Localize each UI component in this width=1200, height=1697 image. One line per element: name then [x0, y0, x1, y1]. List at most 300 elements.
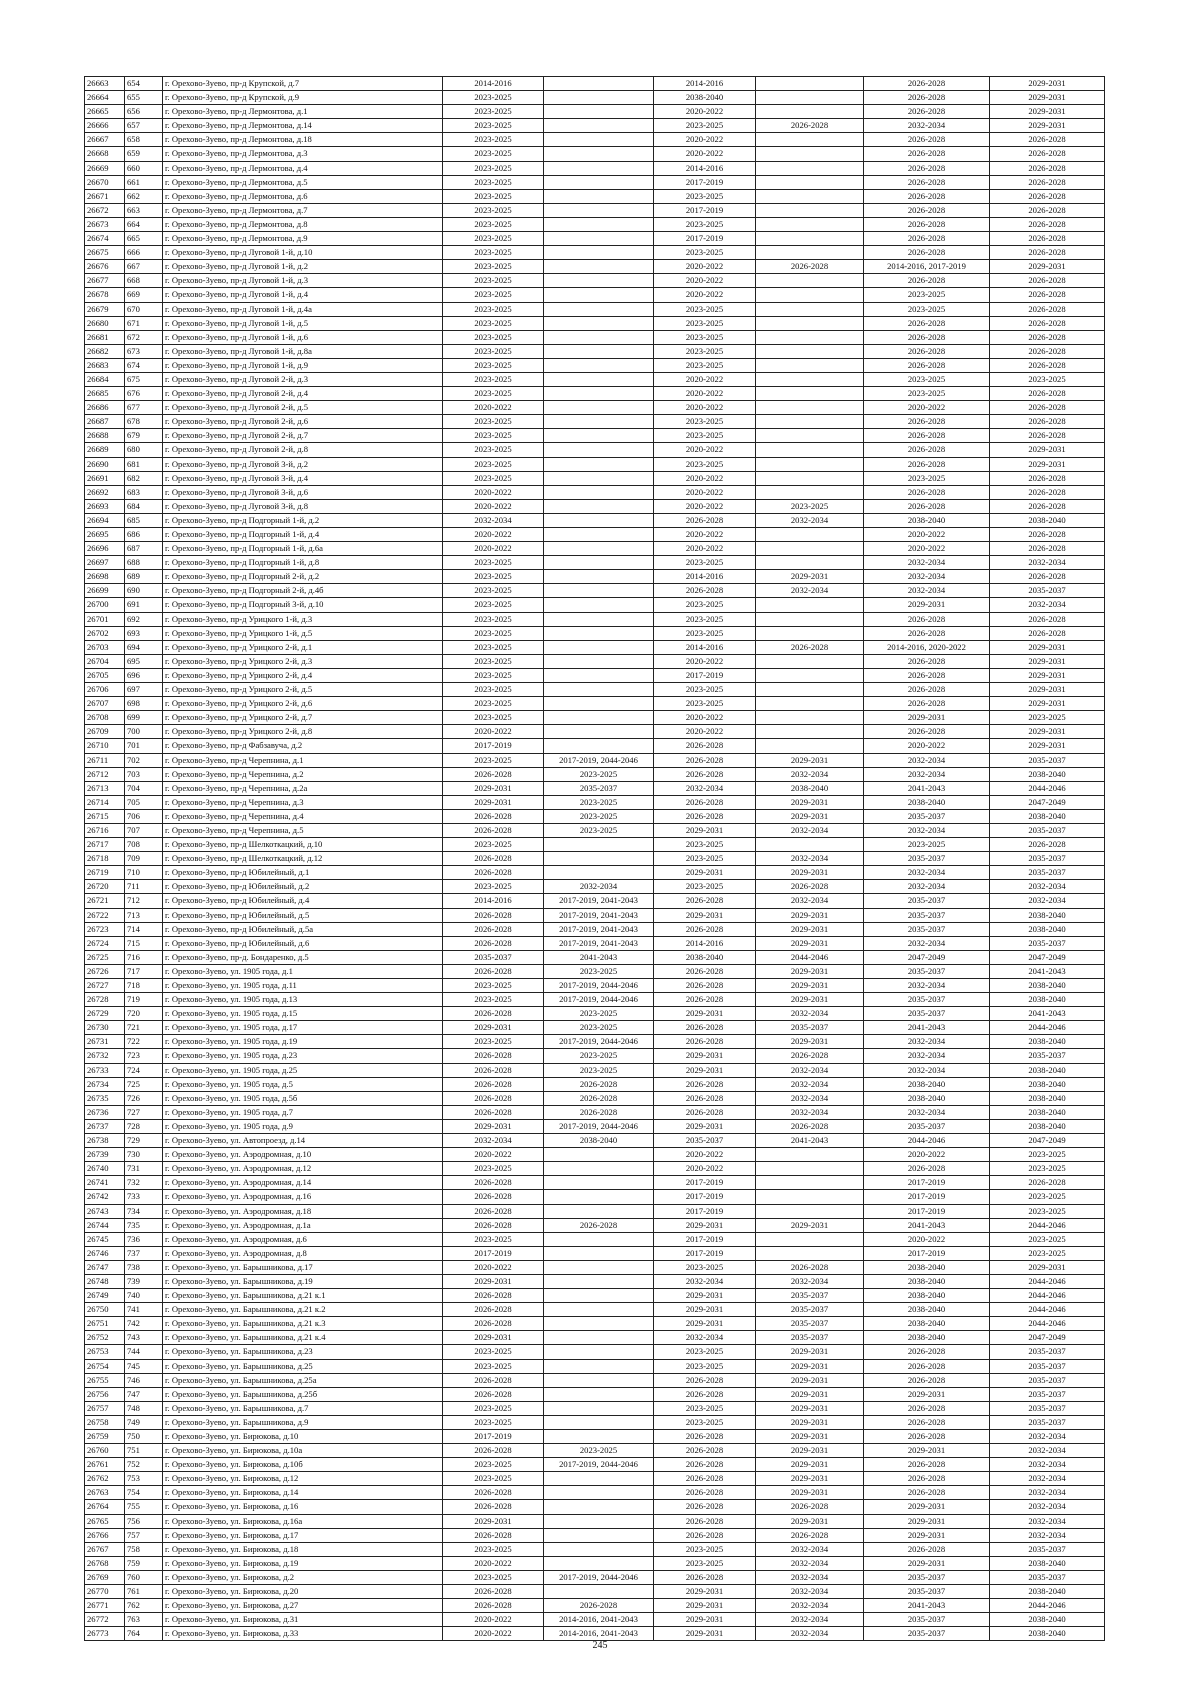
- period-6-cell: 2026-2028: [990, 330, 1105, 344]
- period-1-cell: 2032-2034: [443, 1134, 544, 1148]
- period-5-cell: 2035-2037: [864, 809, 990, 823]
- address-cell: г. Орехово-Зуево, пр-д Подгорный 1-й, д.8: [163, 556, 443, 570]
- period-5-cell: 2026-2028: [864, 358, 990, 372]
- period-2-cell: 2023-2025: [544, 1049, 654, 1063]
- row-number-cell: 743: [125, 1331, 163, 1345]
- period-5-cell: 2029-2031: [864, 1514, 990, 1528]
- period-5-cell: 2026-2028: [864, 683, 990, 697]
- table-row: [85, 1063, 1105, 1077]
- row-id-cell: 26698: [85, 570, 125, 584]
- row-id-cell: 26752: [85, 1331, 125, 1345]
- period-2-cell: [544, 654, 654, 668]
- period-4-cell: 2026-2028: [756, 119, 864, 133]
- row-id-cell: 26666: [85, 119, 125, 133]
- row-number-cell: 722: [125, 1035, 163, 1049]
- table-row: [85, 1119, 1105, 1133]
- table-row: [85, 1486, 1105, 1500]
- address-cell: г. Орехово-Зуево, ул. Аэродромная, д.10: [163, 1148, 443, 1162]
- address-cell: г. Орехово-Зуево, пр-д Лермонтова, д.8: [163, 217, 443, 231]
- table-row: [85, 1570, 1105, 1584]
- period-2-cell: [544, 77, 654, 91]
- row-id-cell: 26769: [85, 1570, 125, 1584]
- address-cell: г. Орехово-Зуево, ул. Барышникова, д.19: [163, 1274, 443, 1288]
- row-id-cell: 26697: [85, 556, 125, 570]
- period-6-cell: 2029-2031: [990, 725, 1105, 739]
- table-row: [85, 161, 1105, 175]
- period-3-cell: 2029-2031: [654, 1599, 756, 1613]
- address-cell: г. Орехово-Зуево, ул. Барышникова, д.21 к.3: [163, 1317, 443, 1331]
- period-1-cell: 2023-2025: [443, 175, 544, 189]
- period-6-cell: 2029-2031: [990, 91, 1105, 105]
- period-4-cell: 2029-2031: [756, 1218, 864, 1232]
- row-id-cell: 26687: [85, 415, 125, 429]
- table-row: [85, 372, 1105, 386]
- period-4-cell: 2029-2031: [756, 979, 864, 993]
- period-5-cell: 2035-2037: [864, 1007, 990, 1021]
- period-3-cell: 2023-2025: [654, 1542, 756, 1556]
- period-1-cell: 2026-2028: [443, 1218, 544, 1232]
- row-id-cell: 26744: [85, 1218, 125, 1232]
- period-5-cell: 2035-2037: [864, 1570, 990, 1584]
- row-id-cell: 26728: [85, 993, 125, 1007]
- address-cell: г. Орехово-Зуево, ул. 1905 года, д.13: [163, 993, 443, 1007]
- row-number-cell: 746: [125, 1373, 163, 1387]
- period-2-cell: 2026-2028: [544, 1077, 654, 1091]
- period-6-cell: 2035-2037: [990, 866, 1105, 880]
- period-1-cell: 2026-2028: [443, 1176, 544, 1190]
- period-2-cell: [544, 1430, 654, 1444]
- period-3-cell: 2026-2028: [654, 1077, 756, 1091]
- period-1-cell: 2023-2025: [443, 246, 544, 260]
- period-3-cell: 2023-2025: [654, 683, 756, 697]
- period-2-cell: [544, 668, 654, 682]
- period-4-cell: 2032-2034: [756, 1274, 864, 1288]
- period-3-cell: 2026-2028: [654, 513, 756, 527]
- period-4-cell: 2032-2034: [756, 1599, 864, 1613]
- table-row: [85, 964, 1105, 978]
- period-6-cell: 2026-2028: [990, 528, 1105, 542]
- period-1-cell: 2023-2025: [443, 288, 544, 302]
- period-3-cell: 2023-2025: [654, 1556, 756, 1570]
- period-2-cell: 2038-2040: [544, 1134, 654, 1148]
- period-5-cell: 2026-2028: [864, 274, 990, 288]
- row-number-cell: 749: [125, 1415, 163, 1429]
- period-6-cell: 2026-2028: [990, 232, 1105, 246]
- row-id-cell: 26664: [85, 91, 125, 105]
- period-5-cell: 2032-2034: [864, 936, 990, 950]
- period-3-cell: 2023-2025: [654, 556, 756, 570]
- period-3-cell: 2026-2028: [654, 1528, 756, 1542]
- period-2-cell: [544, 1401, 654, 1415]
- row-id-cell: 26714: [85, 795, 125, 809]
- period-1-cell: 2026-2028: [443, 1444, 544, 1458]
- period-3-cell: 2029-2031: [654, 1218, 756, 1232]
- period-3-cell: 2038-2040: [654, 950, 756, 964]
- period-3-cell: 2026-2028: [654, 1486, 756, 1500]
- period-6-cell: 2038-2040: [990, 922, 1105, 936]
- period-5-cell: 2038-2040: [864, 1303, 990, 1317]
- row-number-cell: 686: [125, 528, 163, 542]
- period-5-cell: 2032-2034: [864, 584, 990, 598]
- period-1-cell: 2026-2028: [443, 1091, 544, 1105]
- table-row: [85, 1021, 1105, 1035]
- period-1-cell: 2023-2025: [443, 1570, 544, 1584]
- period-1-cell: 2026-2028: [443, 1303, 544, 1317]
- row-id-cell: 26704: [85, 654, 125, 668]
- table-row: [85, 1585, 1105, 1599]
- table-row: [85, 936, 1105, 950]
- period-6-cell: 2038-2040: [990, 908, 1105, 922]
- period-4-cell: 2029-2031: [756, 753, 864, 767]
- period-6-cell: 2032-2034: [990, 1528, 1105, 1542]
- period-6-cell: 2029-2031: [990, 260, 1105, 274]
- period-4-cell: 2026-2028: [756, 1260, 864, 1274]
- row-id-cell: 26723: [85, 922, 125, 936]
- row-number-cell: 718: [125, 979, 163, 993]
- period-1-cell: 2026-2028: [443, 1289, 544, 1303]
- period-3-cell: 2023-2025: [654, 697, 756, 711]
- row-number-cell: 739: [125, 1274, 163, 1288]
- period-2-cell: [544, 387, 654, 401]
- row-number-cell: 675: [125, 372, 163, 386]
- period-5-cell: 2026-2028: [864, 203, 990, 217]
- period-2-cell: 2023-2025: [544, 1021, 654, 1035]
- period-2-cell: 2026-2028: [544, 1599, 654, 1613]
- table-row: [85, 513, 1105, 527]
- period-5-cell: 2026-2028: [864, 1359, 990, 1373]
- period-3-cell: 2020-2022: [654, 1148, 756, 1162]
- period-4-cell: [756, 147, 864, 161]
- table-row: [85, 767, 1105, 781]
- period-4-cell: [756, 415, 864, 429]
- row-id-cell: 26680: [85, 316, 125, 330]
- period-4-cell: [756, 528, 864, 542]
- period-2-cell: [544, 401, 654, 415]
- row-number-cell: 667: [125, 260, 163, 274]
- period-2-cell: [544, 457, 654, 471]
- period-4-cell: [756, 471, 864, 485]
- address-cell: г. Орехово-Зуево, ул. Бирюкова, д.18: [163, 1542, 443, 1556]
- row-number-cell: 655: [125, 91, 163, 105]
- table-body: [85, 77, 1105, 1641]
- period-6-cell: 2026-2028: [990, 344, 1105, 358]
- address-cell: г. Орехово-Зуево, пр-д Луговой 3-й, д.8: [163, 499, 443, 513]
- row-number-cell: 684: [125, 499, 163, 513]
- address-cell: г. Орехово-Зуево, ул. Бирюкова, д.14: [163, 1486, 443, 1500]
- period-5-cell: 2026-2028: [864, 415, 990, 429]
- period-6-cell: 2032-2034: [990, 1458, 1105, 1472]
- period-2-cell: [544, 1528, 654, 1542]
- period-1-cell: 2026-2028: [443, 852, 544, 866]
- period-5-cell: 2038-2040: [864, 513, 990, 527]
- row-number-cell: 661: [125, 175, 163, 189]
- period-6-cell: 2026-2028: [990, 175, 1105, 189]
- period-4-cell: [756, 161, 864, 175]
- period-6-cell: 2032-2034: [990, 1486, 1105, 1500]
- period-5-cell: 2035-2037: [864, 1585, 990, 1599]
- period-6-cell: 2038-2040: [990, 1556, 1105, 1570]
- table-row: [85, 175, 1105, 189]
- period-4-cell: 2029-2031: [756, 1472, 864, 1486]
- period-1-cell: 2014-2016: [443, 894, 544, 908]
- period-5-cell: 2026-2028: [864, 330, 990, 344]
- period-2-cell: [544, 739, 654, 753]
- row-id-cell: 26730: [85, 1021, 125, 1035]
- period-3-cell: 2023-2025: [654, 838, 756, 852]
- row-number-cell: 716: [125, 950, 163, 964]
- period-5-cell: 2032-2034: [864, 866, 990, 880]
- period-1-cell: 2023-2025: [443, 697, 544, 711]
- period-3-cell: 2023-2025: [654, 189, 756, 203]
- table-row: [85, 711, 1105, 725]
- row-number-cell: 682: [125, 471, 163, 485]
- address-cell: г. Орехово-Зуево, ул. 1905 года, д.15: [163, 1007, 443, 1021]
- period-4-cell: 2029-2031: [756, 1514, 864, 1528]
- address-cell: г. Орехово-Зуево, пр-д Урицкого 2-й, д.7: [163, 711, 443, 725]
- period-3-cell: 2017-2019: [654, 1176, 756, 1190]
- period-4-cell: 2023-2025: [756, 499, 864, 513]
- period-2-cell: 2017-2019, 2041-2043: [544, 922, 654, 936]
- address-cell: г. Орехово-Зуево, ул. Барышникова, д.23: [163, 1345, 443, 1359]
- address-cell: г. Орехово-Зуево, пр-д Луговой 1-й, д.4а: [163, 302, 443, 316]
- row-id-cell: 26745: [85, 1232, 125, 1246]
- period-3-cell: 2023-2025: [654, 880, 756, 894]
- address-cell: г. Орехово-Зуево, ул. Бирюкова, д.10: [163, 1430, 443, 1444]
- period-5-cell: 2017-2019: [864, 1246, 990, 1260]
- period-5-cell: 2020-2022: [864, 401, 990, 415]
- period-6-cell: 2047-2049: [990, 1331, 1105, 1345]
- period-4-cell: 2029-2031: [756, 922, 864, 936]
- period-2-cell: [544, 302, 654, 316]
- row-number-cell: 740: [125, 1289, 163, 1303]
- period-2-cell: [544, 316, 654, 330]
- table-row: [85, 1514, 1105, 1528]
- address-cell: г. Орехово-Зуево, пр-д Луговой 2-й, д.4: [163, 387, 443, 401]
- period-5-cell: 2026-2028: [864, 457, 990, 471]
- period-2-cell: [544, 1317, 654, 1331]
- period-4-cell: [756, 358, 864, 372]
- address-cell: г. Орехово-Зуево, пр-д Шелкоткацкий, д.12: [163, 852, 443, 866]
- address-cell: г. Орехово-Зуево, ул. Барышникова, д.17: [163, 1260, 443, 1274]
- period-1-cell: 2026-2028: [443, 922, 544, 936]
- table-row: [85, 1303, 1105, 1317]
- period-4-cell: [756, 1148, 864, 1162]
- period-1-cell: 2026-2028: [443, 1190, 544, 1204]
- row-id-cell: 26668: [85, 147, 125, 161]
- period-4-cell: [756, 232, 864, 246]
- table-row: [85, 1542, 1105, 1556]
- period-5-cell: 2026-2028: [864, 147, 990, 161]
- period-1-cell: 2023-2025: [443, 979, 544, 993]
- period-5-cell: 2035-2037: [864, 894, 990, 908]
- address-cell: г. Орехово-Зуево, ул. 1905 года, д.11: [163, 979, 443, 993]
- period-6-cell: 2038-2040: [990, 1091, 1105, 1105]
- table-row: [85, 640, 1105, 654]
- period-1-cell: 2017-2019: [443, 1430, 544, 1444]
- period-2-cell: 2017-2019, 2044-2046: [544, 979, 654, 993]
- table-row: [85, 584, 1105, 598]
- address-cell: г. Орехово-Зуево, пр-д Луговой 2-й, д.8: [163, 443, 443, 457]
- period-3-cell: 2029-2031: [654, 1585, 756, 1599]
- table-row: [85, 908, 1105, 922]
- row-id-cell: 26665: [85, 105, 125, 119]
- period-1-cell: 2029-2031: [443, 781, 544, 795]
- row-id-cell: 26735: [85, 1091, 125, 1105]
- address-cell: г. Орехово-Зуево, пр-д Лермонтова, д.18: [163, 133, 443, 147]
- period-5-cell: 2023-2025: [864, 302, 990, 316]
- row-id-cell: 26707: [85, 697, 125, 711]
- period-2-cell: [544, 1260, 654, 1274]
- address-cell: г. Орехово-Зуево, пр-д Черепнина, д.3: [163, 795, 443, 809]
- period-2-cell: 2026-2028: [544, 1091, 654, 1105]
- period-3-cell: 2020-2022: [654, 471, 756, 485]
- period-3-cell: 2023-2025: [654, 217, 756, 231]
- period-4-cell: [756, 485, 864, 499]
- address-cell: г. Орехово-Зуево, ул. Барышникова, д.7: [163, 1401, 443, 1415]
- period-5-cell: 2026-2028: [864, 91, 990, 105]
- table-row: [85, 1430, 1105, 1444]
- period-2-cell: [544, 866, 654, 880]
- table-row: [85, 1317, 1105, 1331]
- period-3-cell: 2023-2025: [654, 457, 756, 471]
- housing-register-table: [84, 76, 1105, 1641]
- table-row: [85, 852, 1105, 866]
- table-row: [85, 894, 1105, 908]
- address-cell: г. Орехово-Зуево, пр-д Черепнина, д.2а: [163, 781, 443, 795]
- row-number-cell: 764: [125, 1627, 163, 1641]
- table-row: [85, 189, 1105, 203]
- period-1-cell: 2023-2025: [443, 91, 544, 105]
- row-id-cell: 26678: [85, 288, 125, 302]
- row-number-cell: 745: [125, 1359, 163, 1373]
- period-5-cell: 2032-2034: [864, 767, 990, 781]
- row-number-cell: 732: [125, 1176, 163, 1190]
- period-4-cell: 2029-2031: [756, 908, 864, 922]
- period-2-cell: [544, 1162, 654, 1176]
- period-5-cell: 2020-2022: [864, 542, 990, 556]
- period-6-cell: 2044-2046: [990, 1289, 1105, 1303]
- period-3-cell: 2029-2031: [654, 1007, 756, 1021]
- row-number-cell: 736: [125, 1232, 163, 1246]
- period-6-cell: 2038-2040: [990, 1627, 1105, 1641]
- period-4-cell: 2032-2034: [756, 1105, 864, 1119]
- address-cell: г. Орехово-Зуево, пр-д Подгорный 2-й, д.4б: [163, 584, 443, 598]
- period-2-cell: [544, 443, 654, 457]
- row-number-cell: 758: [125, 1542, 163, 1556]
- address-cell: г. Орехово-Зуево, пр-д Луговой 1-й, д.3: [163, 274, 443, 288]
- period-2-cell: 2017-2019, 2044-2046: [544, 753, 654, 767]
- period-5-cell: 2032-2034: [864, 880, 990, 894]
- address-cell: г. Орехово-Зуево, ул. Бирюкова, д.20: [163, 1585, 443, 1599]
- period-2-cell: [544, 513, 654, 527]
- row-number-cell: 669: [125, 288, 163, 302]
- row-id-cell: 26671: [85, 189, 125, 203]
- row-id-cell: 26760: [85, 1444, 125, 1458]
- address-cell: г. Орехово-Зуево, ул. 1905 года, д.9: [163, 1119, 443, 1133]
- period-5-cell: 2029-2031: [864, 1500, 990, 1514]
- row-id-cell: 26679: [85, 302, 125, 316]
- row-id-cell: 26720: [85, 880, 125, 894]
- row-id-cell: 26751: [85, 1317, 125, 1331]
- row-id-cell: 26718: [85, 852, 125, 866]
- period-5-cell: 2026-2028: [864, 668, 990, 682]
- row-id-cell: 26673: [85, 217, 125, 231]
- page-number: 245: [592, 1640, 608, 1651]
- table-row: [85, 1556, 1105, 1570]
- table-row: [85, 950, 1105, 964]
- row-number-cell: 742: [125, 1317, 163, 1331]
- row-id-cell: 26750: [85, 1303, 125, 1317]
- table-row: [85, 217, 1105, 231]
- period-4-cell: [756, 1176, 864, 1190]
- period-3-cell: 2014-2016: [654, 936, 756, 950]
- table-row: [85, 697, 1105, 711]
- period-2-cell: 2014-2016, 2041-2043: [544, 1627, 654, 1641]
- period-4-cell: 2026-2028: [756, 640, 864, 654]
- row-id-cell: 26757: [85, 1401, 125, 1415]
- address-cell: г. Орехово-Зуево, пр-д. Бондаренко, д.5: [163, 950, 443, 964]
- table-row: [85, 1613, 1105, 1627]
- row-number-cell: 752: [125, 1458, 163, 1472]
- row-number-cell: 695: [125, 654, 163, 668]
- period-1-cell: 2020-2022: [443, 1556, 544, 1570]
- row-number-cell: 719: [125, 993, 163, 1007]
- period-5-cell: 2032-2034: [864, 570, 990, 584]
- table-row: [85, 1260, 1105, 1274]
- table-row: [85, 612, 1105, 626]
- period-2-cell: 2032-2034: [544, 880, 654, 894]
- row-id-cell: 26706: [85, 683, 125, 697]
- row-number-cell: 693: [125, 626, 163, 640]
- row-id-cell: 26725: [85, 950, 125, 964]
- period-4-cell: [756, 217, 864, 231]
- period-1-cell: 2023-2025: [443, 584, 544, 598]
- table-row: [85, 457, 1105, 471]
- table-row: [85, 1401, 1105, 1415]
- period-5-cell: 2029-2031: [864, 1556, 990, 1570]
- period-6-cell: 2029-2031: [990, 105, 1105, 119]
- address-cell: г. Орехово-Зуево, ул. 1905 года, д.1: [163, 964, 443, 978]
- period-5-cell: 2026-2028: [864, 344, 990, 358]
- period-5-cell: 2026-2028: [864, 654, 990, 668]
- address-cell: г. Орехово-Зуево, пр-д Луговой 1-й, д.5: [163, 316, 443, 330]
- row-number-cell: 663: [125, 203, 163, 217]
- period-2-cell: [544, 415, 654, 429]
- period-4-cell: [756, 668, 864, 682]
- period-6-cell: 2038-2040: [990, 513, 1105, 527]
- period-6-cell: 2026-2028: [990, 471, 1105, 485]
- period-1-cell: 2023-2025: [443, 640, 544, 654]
- row-id-cell: 26690: [85, 457, 125, 471]
- period-2-cell: [544, 725, 654, 739]
- period-5-cell: 2017-2019: [864, 1190, 990, 1204]
- period-2-cell: [544, 1289, 654, 1303]
- address-cell: г. Орехово-Зуево, ул. 1905 года, д.5б: [163, 1091, 443, 1105]
- period-5-cell: 2026-2028: [864, 499, 990, 513]
- table-row: [85, 1091, 1105, 1105]
- period-3-cell: 2023-2025: [654, 302, 756, 316]
- address-cell: г. Орехово-Зуево, пр-д Юбилейный, д.2: [163, 880, 443, 894]
- period-5-cell: 2026-2028: [864, 443, 990, 457]
- period-1-cell: 2026-2028: [443, 1599, 544, 1613]
- period-1-cell: 2023-2025: [443, 274, 544, 288]
- period-2-cell: [544, 626, 654, 640]
- period-1-cell: 2026-2028: [443, 767, 544, 781]
- period-6-cell: 2032-2034: [990, 1444, 1105, 1458]
- period-1-cell: 2023-2025: [443, 1162, 544, 1176]
- period-1-cell: 2026-2028: [443, 964, 544, 978]
- row-id-cell: 26754: [85, 1359, 125, 1373]
